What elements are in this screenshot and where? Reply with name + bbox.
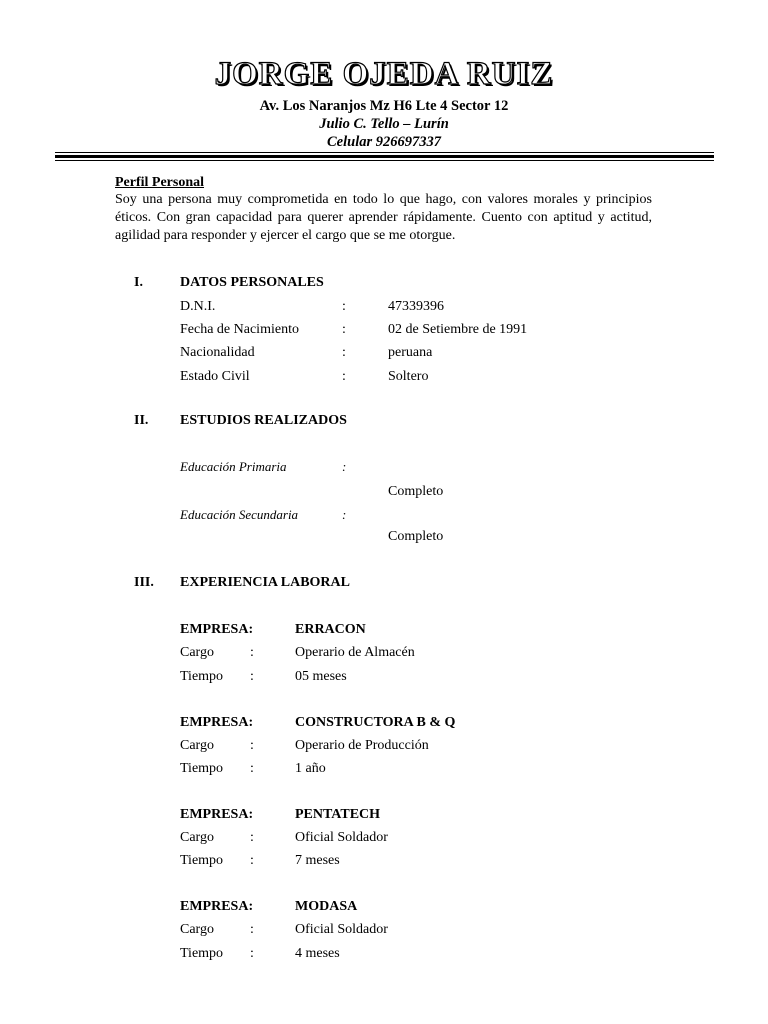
- job-3-company-label: EMPRESA:: [180, 807, 254, 822]
- header-rule-middle: [55, 155, 714, 158]
- header-rule-bottom: [55, 160, 714, 161]
- birthdate-label: Fecha de Nacimiento: [180, 322, 299, 337]
- address-line: Av. Los Naranjos Mz H6 Lte 4 Sector 12: [259, 98, 509, 114]
- dni-sep: :: [342, 299, 346, 314]
- job-2-cargo-label: Cargo: [180, 738, 214, 753]
- phone-line: Celular 926697337: [327, 134, 441, 150]
- job-1-cargo-label: Cargo: [180, 645, 214, 660]
- job-2-cargo: Operario de Producción: [295, 738, 429, 753]
- job-1-company-label: EMPRESA:: [180, 622, 254, 637]
- job-4-time-label: Tiempo: [180, 946, 224, 961]
- job-4-company: MODASA: [295, 899, 358, 914]
- job-1-time: 05 meses: [295, 669, 347, 684]
- job-1-cargo-sep: :: [250, 645, 254, 660]
- job-2-time-label: Tiempo: [180, 761, 224, 776]
- job-2-time: 1 año: [295, 761, 326, 776]
- job-2-company: CONSTRUCTORA B & Q: [295, 715, 456, 730]
- nationality-label: Nacionalidad: [180, 345, 255, 360]
- dni-value: 47339396: [388, 299, 444, 314]
- section-personal-number: I.: [134, 275, 143, 290]
- section-experience-number: III.: [134, 575, 154, 590]
- section-studies-number: II.: [134, 413, 149, 428]
- nationality-sep: :: [342, 345, 346, 360]
- job-2-time-sep: :: [250, 761, 254, 776]
- job-4-time: 4 meses: [295, 946, 340, 961]
- job-1-cargo: Operario de Almacén: [295, 645, 415, 660]
- job-3-time: 7 meses: [295, 853, 340, 868]
- job-4-cargo-sep: :: [250, 922, 254, 937]
- profile-title: Perfil Personal: [115, 175, 205, 190]
- job-4-cargo-label: Cargo: [180, 922, 214, 937]
- job-3-cargo-label: Cargo: [180, 830, 214, 845]
- job-4-company-label: EMPRESA:: [180, 899, 254, 914]
- header-rule-top: [55, 152, 714, 153]
- primary-education-label: Educación Primaria: [180, 459, 287, 474]
- job-1-company: ERRACON: [295, 622, 366, 637]
- secondary-education-sep: :: [342, 507, 347, 522]
- birthdate-sep: :: [342, 322, 346, 337]
- secondary-education-value: Completo: [388, 529, 444, 544]
- primary-education-value: Completo: [388, 484, 444, 499]
- candidate-name: JORGE OJEDA RUIZ: [214, 56, 554, 92]
- civil-status-value: Soltero: [388, 369, 429, 384]
- dni-label: D.N.I.: [180, 299, 216, 314]
- civil-status-label: Estado Civil: [180, 369, 250, 384]
- job-3-cargo: Oficial Soldador: [295, 830, 388, 845]
- section-experience-title: EXPERIENCIA LABORAL: [180, 575, 350, 590]
- district-line: Julio C. Tello – Lurín: [319, 116, 449, 132]
- job-2-cargo-sep: :: [250, 738, 254, 753]
- section-studies-title: ESTUDIOS REALIZADOS: [180, 413, 347, 428]
- primary-education-sep: :: [342, 459, 347, 474]
- job-4-time-sep: :: [250, 946, 254, 961]
- civil-status-sep: :: [342, 369, 346, 384]
- job-3-time-label: Tiempo: [180, 853, 224, 868]
- job-1-time-sep: :: [250, 669, 254, 684]
- job-3-cargo-sep: :: [250, 830, 254, 845]
- job-3-time-sep: :: [250, 853, 254, 868]
- secondary-education-label: Educación Secundaria: [180, 507, 299, 522]
- section-personal-title: DATOS PERSONALES: [180, 275, 324, 290]
- nationality-value: peruana: [388, 345, 433, 360]
- job-2-company-label: EMPRESA:: [180, 715, 254, 730]
- job-1-time-label: Tiempo: [180, 669, 224, 684]
- job-3-company: PENTATECH: [295, 807, 381, 822]
- profile-text: Soy una persona muy comprometida en todo lo que hago, con valores morales y principios éticos. Con gran capacidad para querer aprender rápidamente. Cuento con aptitud y actitud, agilidad para responder y ejercer el cargo que se me otorgue.: [115, 192, 652, 243]
- job-4-cargo: Oficial Soldador: [295, 922, 388, 937]
- birthdate-value: 02 de Setiembre de 1991: [388, 322, 528, 337]
